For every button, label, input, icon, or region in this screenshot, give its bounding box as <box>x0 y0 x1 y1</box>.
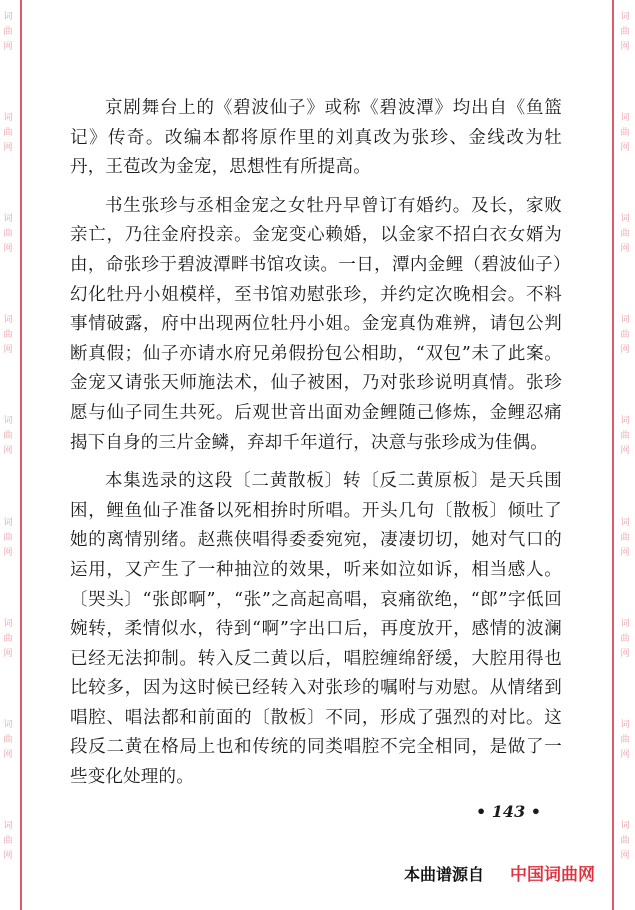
watermark-char: 曲 <box>3 835 13 846</box>
watermark-group <box>620 809 629 910</box>
watermark-char: 网 <box>3 143 13 154</box>
watermark-char: 曲 <box>3 633 13 644</box>
intro-paragraph: 京剧舞台上的《碧波仙子》或称《碧波潭》均出自《鱼篮记》传奇。改编本都将原作里的刘真改为张珍、金线改为牡丹，王苞改为金宠，思想性有所提高。 <box>70 98 562 178</box>
watermark-char: 词 <box>620 517 630 528</box>
watermark-char: 词 <box>3 214 13 225</box>
watermark-char: 词 <box>620 12 630 22</box>
watermark-char: 网 <box>3 547 13 558</box>
watermark-char: 曲 <box>3 734 13 745</box>
right-watermark-column <box>617 0 633 910</box>
watermark-char: 网 <box>620 547 630 558</box>
watermark-group <box>3 506 12 607</box>
watermark-char: 曲 <box>620 27 630 37</box>
watermark-group <box>620 506 629 607</box>
watermark-char: 词 <box>3 517 13 528</box>
watermark-group <box>3 303 12 404</box>
footer-source-label: 本曲谱源自 <box>404 865 485 884</box>
watermark-char: 词 <box>3 618 13 629</box>
watermark-group <box>3 404 12 505</box>
story-synopsis-paragraph: 书生张珍与丞相金宠之女牡丹早曾订有婚约。及长，家败亲亡，乃往金府投亲。金宠变心赖婚，以金家不招白衣女婿为由，命张珍于碧波潭畔书馆攻读。一日，潭内金鲤（碧波仙子）幻化牡丹小姐模样，至书馆劝慰张珍，并约定次晚相会。不料事情破露，府中出现两位牡丹小姐。金宠真伪难辨，请包公判断真假；仙子亦请水府兄弟假扮包公相助，“双包”未了此案。金宠又请张天师施法术，仙子被困，乃对张珍说明真情。张珍愿与仙子同生共死。后观世音出面劝金鲤随己修炼，金鲤忍痛揭下自身的三片金鳞，弃却千年道行，决意与张珍成为佳偶。 <box>70 195 562 453</box>
watermark-char: 词 <box>3 12 13 22</box>
footer-credit <box>404 860 595 885</box>
watermark-char: 曲 <box>3 229 13 240</box>
watermark-char: 网 <box>620 446 630 457</box>
watermark-char: 曲 <box>620 431 630 442</box>
watermark-char: 网 <box>620 749 630 760</box>
watermark-char: 网 <box>620 648 630 659</box>
watermark-char: 网 <box>3 850 13 861</box>
watermark-char: 曲 <box>3 330 13 341</box>
watermark-char: 曲 <box>620 835 630 846</box>
left-border-line <box>20 0 22 910</box>
watermark-group <box>3 809 12 910</box>
watermark-group <box>3 101 12 202</box>
watermark-char: 词 <box>3 113 13 124</box>
watermark-char: 曲 <box>620 330 630 341</box>
watermark-char: 网 <box>3 42 13 52</box>
watermark-group <box>620 607 629 708</box>
watermark-char: 曲 <box>620 229 630 240</box>
watermark-char: 网 <box>3 446 13 457</box>
watermark-char: 词 <box>620 214 630 225</box>
watermark-char: 曲 <box>620 532 630 543</box>
watermark-char: 词 <box>620 315 630 326</box>
watermark-group <box>3 607 12 708</box>
right-border-line <box>612 0 614 910</box>
watermark-char: 网 <box>3 648 13 659</box>
watermark-char: 曲 <box>3 431 13 442</box>
watermark-group <box>620 202 629 303</box>
watermark-char: 词 <box>3 315 13 326</box>
page-number: • 143 • <box>476 802 541 821</box>
watermark-char: 曲 <box>3 532 13 543</box>
watermark-char: 曲 <box>3 27 13 37</box>
watermark-char: 词 <box>3 719 13 730</box>
watermark-char: 曲 <box>620 734 630 745</box>
watermark-char: 网 <box>3 244 13 255</box>
watermark-group <box>3 708 12 809</box>
watermark-char: 词 <box>620 618 630 629</box>
footer-brand-link[interactable]: 中国词曲网 <box>510 865 596 885</box>
watermark-char: 网 <box>3 345 13 356</box>
watermark-group <box>620 0 629 101</box>
watermark-char: 网 <box>620 42 630 52</box>
watermark-char: 词 <box>620 113 630 124</box>
watermark-group <box>620 708 629 809</box>
watermark-group <box>620 303 629 404</box>
watermark-group <box>620 101 629 202</box>
left-watermark-column <box>0 0 16 910</box>
watermark-char: 词 <box>3 416 13 427</box>
watermark-group <box>620 404 629 505</box>
article-body <box>70 94 562 802</box>
watermark-char: 网 <box>620 143 630 154</box>
watermark-group <box>3 202 12 303</box>
watermark-char: 网 <box>620 850 630 861</box>
watermark-char: 曲 <box>3 128 13 139</box>
watermark-char: 曲 <box>620 633 630 644</box>
watermark-char: 词 <box>620 416 630 427</box>
watermark-char: 词 <box>620 719 630 730</box>
watermark-group <box>3 0 12 101</box>
watermark-char: 曲 <box>620 128 630 139</box>
watermark-char: 网 <box>620 244 630 255</box>
watermark-char: 网 <box>620 345 630 356</box>
watermark-char: 词 <box>3 820 13 831</box>
watermark-char: 网 <box>3 749 13 760</box>
watermark-char: 词 <box>620 820 630 831</box>
singing-analysis-paragraph: 本集选录的这段〔二黄散板〕转〔反二黄原板〕是天兵围困，鲤鱼仙子准备以死相拚时所唱。开头几句〔散板〕倾吐了她的离情别绪。赵燕侠唱得委委宛宛，凄凄切切，她对气口的运用，又产生了一种抽泣的效果，听来如泣如诉，相当感人。〔哭头〕“张郎啊”，“张”之高起高唱，哀痛欲绝，“郎”字低回婉转，柔情似水，待到“啊”字出口后，再度放开，感情的波澜已经无法抑制。转入反二黄以后，唱腔缠绵舒缓，大腔用得也比较多，因为这时候已经转入对张珍的嘱咐与劝慰。从情绪到唱腔、唱法都和前面的〔散板〕不同，形成了强烈的对比。这段反二黄在格局上也和传统的同类唱腔不完全相同，是做了一些变化处理的。 <box>70 471 562 788</box>
